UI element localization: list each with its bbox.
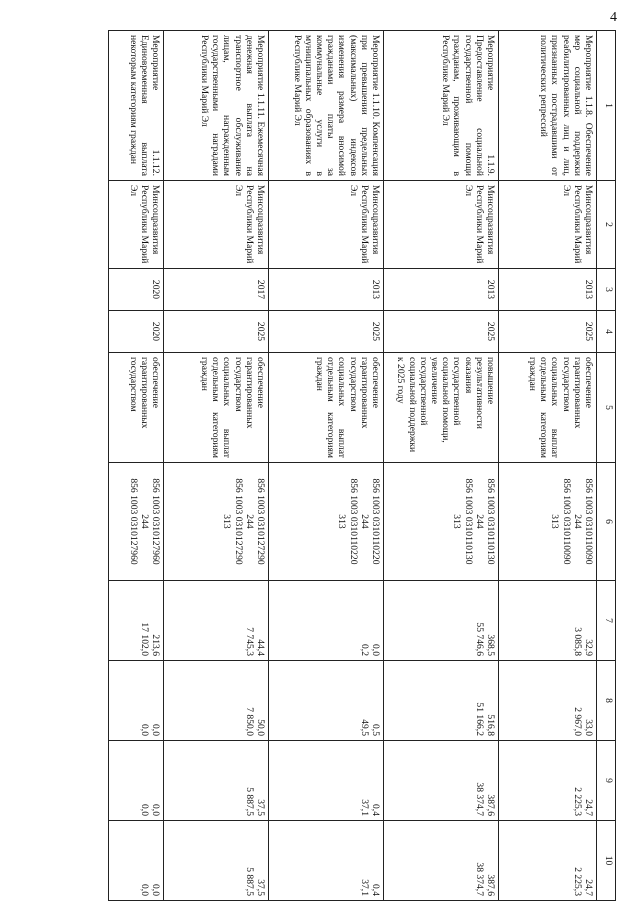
value-cell-7 xyxy=(499,581,597,661)
value-cell-9 xyxy=(164,741,269,821)
value: 17 102,0 xyxy=(138,622,150,656)
value: 37,5 xyxy=(255,879,266,896)
value-cell-8 xyxy=(499,661,597,741)
start-year-cell: 2013 xyxy=(499,269,597,311)
value: 0,5 xyxy=(370,724,381,736)
column-number-row xyxy=(597,31,616,901)
column-header: 3 xyxy=(597,269,616,311)
end-year-cell: 2025 xyxy=(164,311,269,353)
value: 0,0 xyxy=(150,804,161,816)
value: 7 745,3 xyxy=(243,627,255,656)
value: 2 225,3 xyxy=(571,787,583,816)
value-cell-7 xyxy=(109,581,164,661)
table-row xyxy=(499,31,597,901)
kbk-line: 244 xyxy=(243,514,255,529)
column-header: 8 xyxy=(597,661,616,741)
value-cell-9 xyxy=(384,741,499,821)
column-header: 10 xyxy=(597,821,616,901)
value-cell-8 xyxy=(164,661,269,741)
value: 213,6 xyxy=(150,634,161,656)
value: 32,9 xyxy=(583,639,594,656)
kbk-line: 244 xyxy=(473,514,485,529)
value: 5 887,5 xyxy=(243,867,255,896)
value-cell-8 xyxy=(109,661,164,741)
kbk-line: 856 1003 0310110090 xyxy=(583,478,594,565)
column-header: 1 xyxy=(597,31,616,181)
value: 2 967,0 xyxy=(571,707,583,736)
result-cell: обеспечение гарантированных государством социальных выплат отдельным категориям граждан xyxy=(499,353,597,463)
value: 38 374,7 xyxy=(473,782,485,816)
kbk-line: 244 xyxy=(571,514,583,529)
value: 5 887,5 xyxy=(243,787,255,816)
column-header: 9 xyxy=(597,741,616,821)
kbk-line: 856 1003 0310127960 xyxy=(127,478,139,565)
kbk-cell xyxy=(269,463,384,581)
measure-cell: Мероприятие 1.1.10. Компенсация при превышении предельных (максимальных) индексов изменения размера вносимой гражданами платы за коммунальные услуги в муниципальных образованиях в Республике Марий Эл xyxy=(269,31,384,181)
value-cell-8 xyxy=(269,661,384,741)
value-cell-10 xyxy=(109,821,164,901)
value-cell-7 xyxy=(384,581,499,661)
value: 0,0 xyxy=(370,644,381,656)
table-row xyxy=(384,31,499,901)
value-cell-9 xyxy=(109,741,164,821)
value: 55 746,6 xyxy=(473,622,485,656)
value: 51 166,2 xyxy=(473,702,485,736)
value: 33,0 xyxy=(583,719,594,736)
value: 24,7 xyxy=(583,799,594,816)
value: 37,1 xyxy=(358,879,370,896)
table-row xyxy=(269,31,384,901)
value: 0,0 xyxy=(150,884,161,896)
value: 0,0 xyxy=(138,884,150,896)
kbk-line: 856 1003 0310110130 xyxy=(462,478,474,565)
value-cell-10 xyxy=(269,821,384,901)
measure-cell: Мероприятие 1.1.9. Предоставление социальной государственной помощи гражданам, проживающим в Республике Марий Эл xyxy=(384,31,499,181)
value-cell-7 xyxy=(164,581,269,661)
column-header: 6 xyxy=(597,463,616,581)
end-year-cell: 2025 xyxy=(499,311,597,353)
result-cell: обеспечение гарантированных государством xyxy=(109,353,164,463)
start-year-cell: 2013 xyxy=(384,269,499,311)
kbk-line: 856 1003 0310127960 xyxy=(150,478,161,565)
value: 0,4 xyxy=(370,804,381,816)
value: 49,5 xyxy=(358,719,370,736)
column-header: 2 xyxy=(597,181,616,269)
value-cell-10 xyxy=(384,821,499,901)
rotated-table-wrapper xyxy=(106,30,616,900)
kbk-cell xyxy=(499,463,597,581)
kbk-line: 856 1003 0310127290 xyxy=(232,478,244,565)
executor-cell: Минсоцразвития Республики Марий Эл xyxy=(384,181,499,269)
kbk-line: 313 xyxy=(549,514,561,529)
value: 24,7 xyxy=(583,879,594,896)
kbk-line: 856 1003 0310110220 xyxy=(370,478,381,565)
measure-cell: Мероприятие 1.1.11. Ежемесячная денежная выплата на транспортное обслуживание лицам, награжденным государственными наградами Республики Марий Эл xyxy=(164,31,269,181)
result-cell: обеспечение гарантированных государством социальных выплат отдельным категориям граждан xyxy=(269,353,384,463)
kbk-line: 244 xyxy=(358,514,370,529)
value: 37,1 xyxy=(358,799,370,816)
value: 387,6 xyxy=(485,874,496,896)
end-year-cell: 2025 xyxy=(384,311,499,353)
start-year-cell: 2017 xyxy=(164,269,269,311)
value: 0,2 xyxy=(358,644,370,656)
value-cell-7 xyxy=(269,581,384,661)
value: 0,0 xyxy=(150,724,161,736)
value-cell-10 xyxy=(164,821,269,901)
table-row xyxy=(164,31,269,901)
measures-table xyxy=(108,30,616,901)
end-year-cell: 2025 xyxy=(269,311,384,353)
start-year-cell: 2020 xyxy=(109,269,164,311)
column-header: 4 xyxy=(597,311,616,353)
kbk-line: 856 1003 0310110220 xyxy=(347,478,359,565)
measure-cell: Мероприятие 1.1.12. Единовременная выплата некоторым категориям граждан xyxy=(109,31,164,181)
value-cell-8 xyxy=(384,661,499,741)
value: 0,4 xyxy=(370,884,381,896)
result-cell: повышение результативности оказания государственной социальной помощи, увеличение государственной социальной поддержки к 2025 году xyxy=(384,353,499,463)
value: 37,5 xyxy=(255,799,266,816)
value-cell-9 xyxy=(499,741,597,821)
measure-cell: Мероприятие 1.1.8. Обеспечение мер социальной поддержки реабилитированных лиц и лиц, признанных пострадавшими от политических репрессий xyxy=(499,31,597,181)
executor-cell: Минсоцразвития Республики Марий Эл xyxy=(269,181,384,269)
result-cell: обеспечение гарантированных государством социальных выплат отдельным категориям граждан xyxy=(164,353,269,463)
kbk-line: 856 1003 0310110090 xyxy=(560,478,572,565)
kbk-line: 313 xyxy=(336,514,348,529)
executor-cell: Минсоцразвития Республики Марий Эл xyxy=(499,181,597,269)
kbk-line: 244 xyxy=(138,514,150,529)
value: 3 085,8 xyxy=(571,627,583,656)
kbk-line: 313 xyxy=(451,514,463,529)
value-cell-9 xyxy=(269,741,384,821)
kbk-line: 856 1003 0310110130 xyxy=(485,478,496,565)
kbk-cell xyxy=(164,463,269,581)
kbk-cell xyxy=(384,463,499,581)
executor-cell: Минсоцразвития Республики Марий Эл xyxy=(109,181,164,269)
value: 0,0 xyxy=(138,724,150,736)
value: 368,5 xyxy=(485,634,496,656)
value: 387,6 xyxy=(485,794,496,816)
page-number: 4 xyxy=(610,10,617,25)
table-row xyxy=(109,31,164,901)
kbk-cell xyxy=(109,463,164,581)
column-header: 5 xyxy=(597,353,616,463)
value: 516,8 xyxy=(485,714,496,736)
value: 2 225,3 xyxy=(571,867,583,896)
kbk-line: 856 1003 0310127290 xyxy=(255,478,266,565)
value: 38 374,7 xyxy=(473,862,485,896)
value-cell-10 xyxy=(499,821,597,901)
end-year-cell: 2020 xyxy=(109,311,164,353)
value: 7 850,0 xyxy=(243,707,255,736)
start-year-cell: 2013 xyxy=(269,269,384,311)
kbk-line: 313 xyxy=(221,514,233,529)
column-header: 7 xyxy=(597,581,616,661)
value: 44,4 xyxy=(255,639,266,656)
executor-cell: Минсоцразвития Республики Марий Эл xyxy=(164,181,269,269)
value: 50,0 xyxy=(255,719,266,736)
value: 0,0 xyxy=(138,804,150,816)
